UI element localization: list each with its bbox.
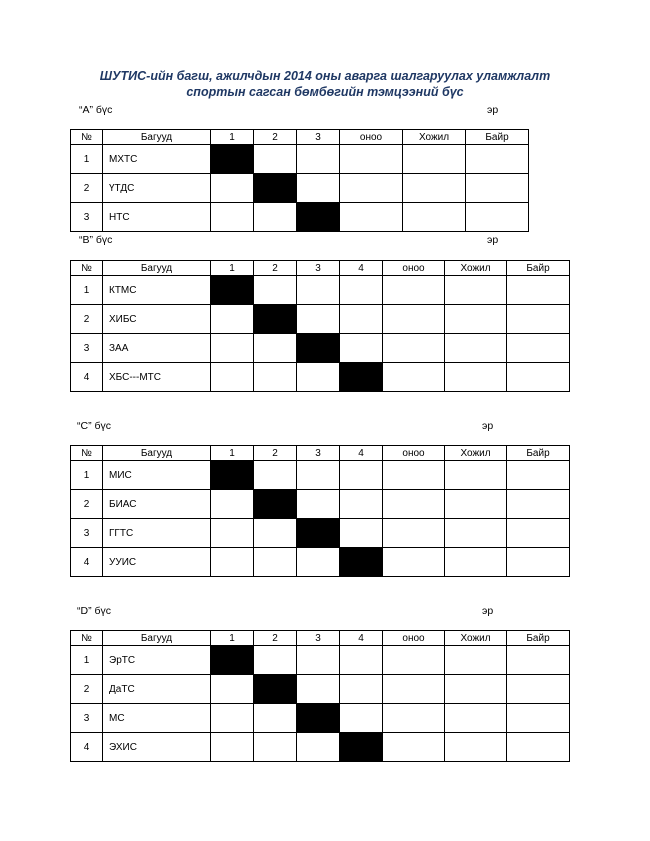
- team-name: МС: [103, 704, 211, 733]
- self-match-cell: [211, 145, 254, 174]
- row-number: 1: [71, 145, 103, 174]
- self-match-cell: [254, 490, 297, 519]
- points-cell[interactable]: [383, 646, 445, 675]
- header-cell: 4: [340, 261, 383, 276]
- wins-cell[interactable]: [445, 490, 507, 519]
- score-cell[interactable]: [254, 334, 297, 363]
- score-cell[interactable]: [297, 675, 340, 704]
- place-cell[interactable]: [466, 203, 529, 232]
- team-name: МХТС: [103, 145, 211, 174]
- self-match-cell: [254, 675, 297, 704]
- points-cell[interactable]: [383, 461, 445, 490]
- place-cell[interactable]: [507, 363, 570, 392]
- score-cell[interactable]: [254, 276, 297, 305]
- pool-d-table: [70, 630, 570, 762]
- score-cell[interactable]: [254, 733, 297, 762]
- score-cell[interactable]: [211, 675, 254, 704]
- score-cell[interactable]: [211, 203, 254, 232]
- row-number: 2: [71, 305, 103, 334]
- header-cell: 4: [340, 631, 383, 646]
- score-cell[interactable]: [254, 145, 297, 174]
- team-name: УУИС: [103, 548, 211, 577]
- header-cell: №: [71, 446, 103, 461]
- score-cell[interactable]: [254, 519, 297, 548]
- score-cell[interactable]: [211, 490, 254, 519]
- score-cell[interactable]: [297, 363, 340, 392]
- team-name: ХБС---МТС: [103, 363, 211, 392]
- table-row: [71, 334, 570, 363]
- table-header-row: [71, 446, 570, 461]
- table-header-row: [71, 261, 570, 276]
- header-cell: 2: [254, 261, 297, 276]
- header-cell: Хожил: [403, 130, 466, 145]
- points-cell[interactable]: [383, 490, 445, 519]
- table-row: [71, 675, 570, 704]
- self-match-cell: [340, 733, 383, 762]
- wins-cell[interactable]: [445, 334, 507, 363]
- place-cell[interactable]: [466, 145, 529, 174]
- team-name: НТС: [103, 203, 211, 232]
- header-cell: оноо: [383, 446, 445, 461]
- score-cell[interactable]: [211, 174, 254, 203]
- points-cell[interactable]: [383, 276, 445, 305]
- score-cell[interactable]: [297, 145, 340, 174]
- header-cell: Байр: [507, 631, 570, 646]
- team-name: ГГТС: [103, 519, 211, 548]
- wins-cell[interactable]: [445, 276, 507, 305]
- wins-cell[interactable]: [445, 733, 507, 762]
- row-number: 4: [71, 548, 103, 577]
- table-row: [71, 461, 570, 490]
- self-match-cell: [340, 363, 383, 392]
- place-cell[interactable]: [507, 461, 570, 490]
- place-cell[interactable]: [507, 519, 570, 548]
- table-row: [71, 646, 570, 675]
- place-cell[interactable]: [507, 733, 570, 762]
- row-number: 2: [71, 675, 103, 704]
- table-header-row: [71, 631, 570, 646]
- score-cell[interactable]: [340, 461, 383, 490]
- self-match-cell: [211, 276, 254, 305]
- points-cell[interactable]: [340, 145, 403, 174]
- points-cell[interactable]: [383, 704, 445, 733]
- table-row: [71, 174, 529, 203]
- self-match-cell: [211, 646, 254, 675]
- score-cell[interactable]: [297, 646, 340, 675]
- self-match-cell: [340, 548, 383, 577]
- header-cell: оноо: [383, 261, 445, 276]
- points-cell[interactable]: [383, 334, 445, 363]
- pool-a-table: [70, 129, 529, 232]
- header-cell: 2: [254, 446, 297, 461]
- place-cell[interactable]: [507, 276, 570, 305]
- score-cell[interactable]: [297, 548, 340, 577]
- score-cell[interactable]: [254, 704, 297, 733]
- header-cell: Багууд: [103, 446, 211, 461]
- header-cell: Байр: [507, 446, 570, 461]
- score-cell[interactable]: [254, 548, 297, 577]
- team-name: МИС: [103, 461, 211, 490]
- place-cell[interactable]: [507, 675, 570, 704]
- score-cell[interactable]: [340, 646, 383, 675]
- row-number: 3: [71, 203, 103, 232]
- row-number: 2: [71, 174, 103, 203]
- row-number: 1: [71, 461, 103, 490]
- score-cell[interactable]: [340, 519, 383, 548]
- table-row: [71, 363, 570, 392]
- points-cell[interactable]: [383, 548, 445, 577]
- place-cell[interactable]: [507, 305, 570, 334]
- score-cell[interactable]: [211, 334, 254, 363]
- place-cell[interactable]: [507, 548, 570, 577]
- header-cell: 3: [297, 130, 340, 145]
- header-cell: Багууд: [103, 261, 211, 276]
- score-cell[interactable]: [340, 305, 383, 334]
- score-cell[interactable]: [340, 675, 383, 704]
- points-cell[interactable]: [383, 519, 445, 548]
- self-match-cell: [297, 519, 340, 548]
- place-cell[interactable]: [507, 490, 570, 519]
- row-number: 4: [71, 733, 103, 762]
- score-cell[interactable]: [254, 363, 297, 392]
- header-cell: Багууд: [103, 631, 211, 646]
- wins-cell[interactable]: [445, 461, 507, 490]
- pool-b-gender: эр: [487, 234, 499, 246]
- score-cell[interactable]: [297, 174, 340, 203]
- header-cell: №: [71, 130, 103, 145]
- score-cell[interactable]: [211, 733, 254, 762]
- header-cell: №: [71, 631, 103, 646]
- wins-cell[interactable]: [403, 174, 466, 203]
- table-row: [71, 145, 529, 174]
- table-row: [71, 704, 570, 733]
- score-cell[interactable]: [254, 461, 297, 490]
- header-cell: 1: [211, 446, 254, 461]
- pool-d-gender: эр: [482, 605, 494, 617]
- wins-cell[interactable]: [445, 646, 507, 675]
- header-cell: 2: [254, 130, 297, 145]
- points-cell[interactable]: [383, 733, 445, 762]
- score-cell[interactable]: [211, 363, 254, 392]
- score-cell[interactable]: [340, 276, 383, 305]
- row-number: 3: [71, 704, 103, 733]
- header-cell: 1: [211, 130, 254, 145]
- wins-cell[interactable]: [445, 548, 507, 577]
- table-row: [71, 305, 570, 334]
- team-name: ЭрТС: [103, 646, 211, 675]
- table-row: [71, 276, 570, 305]
- pool-b-label: “B” бүс: [79, 234, 113, 246]
- header-cell: 3: [297, 631, 340, 646]
- score-cell[interactable]: [211, 305, 254, 334]
- place-cell[interactable]: [507, 704, 570, 733]
- points-cell[interactable]: [383, 363, 445, 392]
- pool-c-gender: эр: [482, 420, 494, 432]
- table-header-row: [71, 130, 529, 145]
- table-row: [71, 490, 570, 519]
- document-title-line1: ШУТИС-ийн багш, ажилчдын 2014 оны аварга шалгаруулах уламжлалт: [99, 69, 551, 83]
- score-cell[interactable]: [340, 490, 383, 519]
- self-match-cell: [211, 461, 254, 490]
- table-row: [71, 519, 570, 548]
- pool-a-label: “A” бүс: [79, 104, 113, 116]
- self-match-cell: [297, 334, 340, 363]
- points-cell[interactable]: [340, 203, 403, 232]
- header-cell: Хожил: [445, 446, 507, 461]
- wins-cell[interactable]: [445, 519, 507, 548]
- score-cell[interactable]: [297, 490, 340, 519]
- team-name: ЗАА: [103, 334, 211, 363]
- team-name: ДаТС: [103, 675, 211, 704]
- points-cell[interactable]: [383, 305, 445, 334]
- pool-d-label: “D” бүс: [77, 605, 112, 617]
- score-cell[interactable]: [211, 704, 254, 733]
- score-cell[interactable]: [211, 519, 254, 548]
- score-cell[interactable]: [254, 646, 297, 675]
- wins-cell[interactable]: [445, 305, 507, 334]
- table-row: [71, 733, 570, 762]
- score-cell[interactable]: [254, 203, 297, 232]
- row-number: 1: [71, 276, 103, 305]
- score-cell[interactable]: [297, 461, 340, 490]
- team-name: ЭХИС: [103, 733, 211, 762]
- place-cell[interactable]: [466, 174, 529, 203]
- self-match-cell: [297, 704, 340, 733]
- team-name: КТМС: [103, 276, 211, 305]
- header-cell: 3: [297, 446, 340, 461]
- wins-cell[interactable]: [403, 203, 466, 232]
- document-title-line2: спортын сагсан бөмбөгийн тэмцээний бүс: [186, 85, 464, 99]
- pool-b-table: [70, 260, 570, 392]
- self-match-cell: [254, 174, 297, 203]
- row-number: 4: [71, 363, 103, 392]
- header-cell: Хожил: [445, 261, 507, 276]
- score-cell[interactable]: [211, 548, 254, 577]
- pool-c-label: “C” бүс: [77, 420, 112, 432]
- wins-cell[interactable]: [445, 363, 507, 392]
- team-name: БИАС: [103, 490, 211, 519]
- header-cell: оноо: [383, 631, 445, 646]
- score-cell[interactable]: [340, 334, 383, 363]
- row-number: 3: [71, 334, 103, 363]
- place-cell[interactable]: [507, 334, 570, 363]
- header-cell: Байр: [466, 130, 529, 145]
- self-match-cell: [297, 203, 340, 232]
- wins-cell[interactable]: [445, 704, 507, 733]
- header-cell: 2: [254, 631, 297, 646]
- header-cell: оноо: [340, 130, 403, 145]
- header-cell: Багууд: [103, 130, 211, 145]
- points-cell[interactable]: [340, 174, 403, 203]
- header-cell: 4: [340, 446, 383, 461]
- wins-cell[interactable]: [403, 145, 466, 174]
- team-name: ҮТДС: [103, 174, 211, 203]
- points-cell[interactable]: [383, 675, 445, 704]
- table-row: [71, 548, 570, 577]
- row-number: 3: [71, 519, 103, 548]
- header-cell: 1: [211, 261, 254, 276]
- header-cell: 1: [211, 631, 254, 646]
- place-cell[interactable]: [507, 646, 570, 675]
- score-cell[interactable]: [297, 733, 340, 762]
- header-cell: Байр: [507, 261, 570, 276]
- self-match-cell: [254, 305, 297, 334]
- wins-cell[interactable]: [445, 675, 507, 704]
- score-cell[interactable]: [340, 704, 383, 733]
- score-cell[interactable]: [297, 276, 340, 305]
- header-cell: №: [71, 261, 103, 276]
- pool-c-table: [70, 445, 570, 577]
- row-number: 2: [71, 490, 103, 519]
- table-row: [71, 203, 529, 232]
- team-name: ХИБС: [103, 305, 211, 334]
- score-cell[interactable]: [297, 305, 340, 334]
- header-cell: 3: [297, 261, 340, 276]
- row-number: 1: [71, 646, 103, 675]
- header-cell: Хожил: [445, 631, 507, 646]
- pool-a-gender: эр: [487, 104, 499, 116]
